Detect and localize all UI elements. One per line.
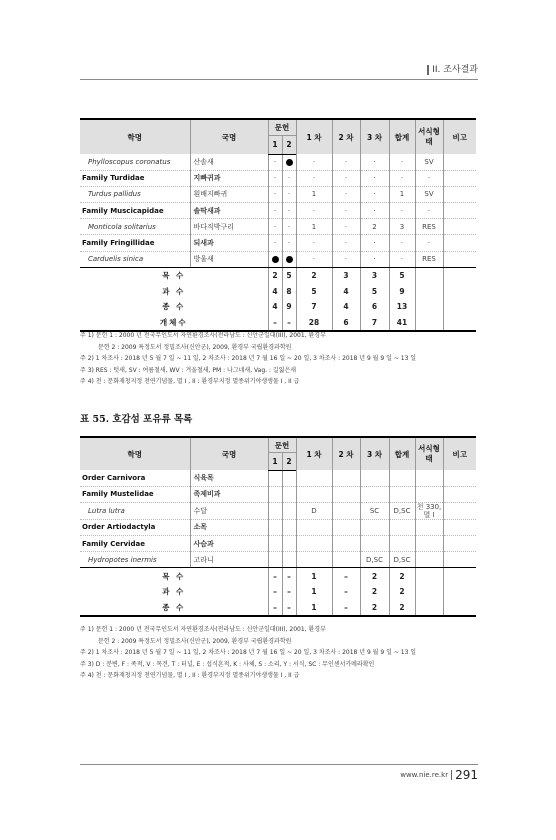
summary-label: 개체수 <box>80 314 268 331</box>
col-sci: 학명 <box>80 437 190 470</box>
cell-s1: D <box>296 502 332 519</box>
summary-status <box>415 314 443 331</box>
record-dot-icon <box>286 159 293 166</box>
cell-total <box>389 470 415 486</box>
header-rule <box>80 79 478 80</box>
summary-s3: 6 <box>360 299 389 315</box>
literature-lit2 <box>282 154 296 170</box>
summary-note <box>443 267 476 283</box>
literature-lit1 <box>268 251 282 267</box>
cell-total: 1 <box>389 186 415 202</box>
scientific-name: Order Carnivora <box>80 470 190 486</box>
korean-name: 되새과 <box>190 235 268 251</box>
col-total: 합계 <box>389 437 415 470</box>
table-row <box>80 235 476 251</box>
bird-table-notes <box>80 330 490 388</box>
summary-total: 41 <box>389 314 415 331</box>
cell-status: SV <box>415 154 443 170</box>
cell-note <box>443 170 476 186</box>
col-total: 합계 <box>389 119 415 154</box>
mammal-table-notes <box>80 624 490 682</box>
col-kor: 국명 <box>190 437 268 470</box>
summary-lit1: – <box>268 584 282 600</box>
cell-s1: · <box>296 251 332 267</box>
literature-lit1 <box>268 486 282 502</box>
col-lit: 문헌 <box>268 119 296 136</box>
tab-bar <box>427 65 429 75</box>
note-line: 주 1) 문헌 1 : 2000 년 전국무인도서 자연환경조사(전라남도 : 신안군일대(III), 2001, 환경부 <box>80 626 326 633</box>
summary-s1: 7 <box>296 299 332 315</box>
section-tab <box>416 62 478 79</box>
cell-total: D,SC <box>389 502 415 519</box>
literature-lit2 <box>282 536 296 552</box>
scientific-name: Family Turdidae <box>80 170 190 186</box>
summary-label: 과 수 <box>162 587 186 597</box>
summary-total: 9 <box>389 283 415 299</box>
note-line: 문헌 2 : 2009 특정도서 정밀조사(신안군), 2009, 환경부 국립환경과학원 <box>98 343 292 351</box>
summary-total: 13 <box>389 299 415 315</box>
cell-total <box>389 519 415 535</box>
summary-status <box>415 299 443 315</box>
cell-note <box>443 186 476 202</box>
cell-total <box>389 536 415 552</box>
summary-row <box>80 568 476 584</box>
literature-lit2: · <box>282 186 296 202</box>
korean-name: 사슴과 <box>190 536 268 552</box>
col-lit2: 2 <box>282 453 296 471</box>
col-kor: 국명 <box>190 119 268 154</box>
cell-s3: D,SC <box>360 552 389 568</box>
literature-lit2: · <box>282 235 296 251</box>
summary-s2: – <box>332 599 360 616</box>
cell-s3: · <box>360 186 389 202</box>
cell-s1 <box>296 470 332 486</box>
summary-s3: 2 <box>360 599 389 616</box>
col-s2: 2 차 <box>332 119 360 154</box>
note-line: 주 3) D : 분변, F : 족적, V : 목견, T : 터널, E : 섭식흔적, K : 사체, S : 소리, Y : 서식, SC : 무인센서카메라확인 <box>80 660 375 668</box>
scientific-name: Family Mustelidae <box>80 486 190 502</box>
literature-lit1 <box>268 502 282 519</box>
table-row <box>80 470 476 486</box>
cell-s2: · <box>332 235 360 251</box>
table-row <box>80 186 476 202</box>
cell-s2 <box>332 552 360 568</box>
cell-s2 <box>332 536 360 552</box>
summary-total: 2 <box>389 599 415 616</box>
summary-lit1: – <box>268 568 282 584</box>
note-line: 주 4) 천 : 문화재청지정 천연기념물, 멸 I , II : 환경부지정 멸종위기야생생물 I , II 급 <box>80 672 300 679</box>
col-s3: 3 차 <box>360 119 389 154</box>
table-row <box>80 219 476 235</box>
summary-total: 2 <box>389 584 415 600</box>
summary-status <box>415 267 443 283</box>
summary-status <box>415 568 443 584</box>
cell-s2: · <box>332 219 360 235</box>
literature-lit1 <box>268 552 282 568</box>
record-dot-icon <box>272 256 279 263</box>
cell-status: RES <box>415 219 443 235</box>
scientific-name: Family Cervidae <box>80 536 190 552</box>
summary-s1: 1 <box>296 599 332 616</box>
note-line: 주 2) 1 차조사 : 2018 년 5 월 7 일 ~ 11 일, 2 차조사 : 2018 년 7 월 16 일 ~ 20 일, 3 차조사 : 2018 년 9 월 9 일 ~ 13 일 <box>80 355 417 362</box>
mammal-table <box>80 436 476 617</box>
summary-lit2: – <box>282 568 296 584</box>
summary-lit1: 4 <box>268 299 282 315</box>
cell-note <box>443 502 476 519</box>
summary-s2: 4 <box>332 299 360 315</box>
cell-note <box>443 235 476 251</box>
cell-s1: · <box>296 235 332 251</box>
cell-s1: · <box>296 154 332 170</box>
cell-status: SV <box>415 186 443 202</box>
cell-status <box>415 536 443 552</box>
summary-note <box>443 584 476 600</box>
summary-s2: – <box>332 584 360 600</box>
cell-total: · <box>389 251 415 267</box>
footer <box>350 768 478 782</box>
summary-row <box>80 283 476 299</box>
summary-row <box>80 299 476 315</box>
cell-s3 <box>360 470 389 486</box>
cell-note <box>443 552 476 568</box>
summary-total: 2 <box>389 568 415 584</box>
summary-row <box>80 314 476 331</box>
scientific-name: Carduelis sinica <box>80 251 190 267</box>
literature-lit1 <box>268 519 282 535</box>
korean-name: 족제비과 <box>190 486 268 502</box>
table-row <box>80 486 476 502</box>
scientific-name: Lutra lutra <box>80 502 190 519</box>
summary-status <box>415 599 443 616</box>
summary-note <box>443 314 476 331</box>
col-lit1: 1 <box>268 453 282 471</box>
scientific-name: Hydropotes inermis <box>80 552 190 568</box>
summary-status <box>415 283 443 299</box>
cell-total: D,SC <box>389 552 415 568</box>
col-status <box>415 437 443 470</box>
literature-lit1: · <box>268 186 282 202</box>
cell-note <box>443 470 476 486</box>
col-status-text: 서식형태 <box>418 444 440 463</box>
bird-table <box>80 118 476 332</box>
cell-status: · <box>415 203 443 219</box>
cell-note <box>443 219 476 235</box>
literature-lit2: · <box>282 170 296 186</box>
cell-status <box>415 519 443 535</box>
note-line: 주 1) 문헌 1 : 2000 년 전국무인도서 자연환경조사(전라남도 : 신안군일대(III), 2001, 환경부 <box>80 332 326 339</box>
summary-row <box>80 584 476 600</box>
literature-lit2: · <box>282 203 296 219</box>
literature-lit1: · <box>268 154 282 170</box>
col-s3: 3 차 <box>360 437 389 470</box>
korean-name: 지빠귀과 <box>190 170 268 186</box>
cell-s2: · <box>332 170 360 186</box>
summary-label: 종 수 <box>80 599 268 616</box>
summary-lit2: – <box>282 314 296 331</box>
table-row <box>80 154 476 170</box>
note-line: 주 4) 천 : 문화재청지정 천연기념물, 멸 I , II : 환경부지정 멸종위기야생생물 I , II 급 <box>80 378 300 385</box>
summary-s1: 1 <box>296 568 332 584</box>
literature-lit2 <box>282 470 296 486</box>
literature-lit1: · <box>268 235 282 251</box>
cell-note <box>443 154 476 170</box>
cell-s3: · <box>360 251 389 267</box>
summary-lit2: 8 <box>282 283 296 299</box>
cell-s1: 1 <box>296 186 332 202</box>
cell-s1 <box>296 536 332 552</box>
cell-total: · <box>389 235 415 251</box>
cell-status: 천 330, 멸 I <box>416 502 442 519</box>
cell-note <box>443 536 476 552</box>
cell-total: · <box>389 203 415 219</box>
col-note: 비고 <box>443 437 476 470</box>
cell-s2 <box>332 519 360 535</box>
summary-label: 목 수 <box>162 271 186 281</box>
cell-note <box>443 251 476 267</box>
cell-s3 <box>360 519 389 535</box>
col-s2: 2 차 <box>332 437 360 470</box>
summary-label: 과 수 <box>162 286 186 296</box>
cell-note <box>443 203 476 219</box>
cell-s3 <box>360 536 389 552</box>
cell-status <box>415 552 443 568</box>
footer-url: www.nie.re.kr <box>400 771 449 779</box>
cell-s3 <box>360 486 389 502</box>
footer-rule <box>80 764 478 765</box>
cell-note <box>443 486 476 502</box>
summary-s2: – <box>332 568 360 584</box>
cell-s3: · <box>360 235 389 251</box>
cell-s3: · <box>360 170 389 186</box>
scientific-name: Family Fringillidae <box>80 235 190 251</box>
literature-lit1: · <box>268 203 282 219</box>
table-row <box>80 536 476 552</box>
table-row <box>80 519 476 535</box>
cell-s3: 2 <box>360 219 389 235</box>
summary-note <box>443 568 476 584</box>
korean-name: 식육목 <box>190 470 268 486</box>
col-status <box>415 119 443 154</box>
mammal-table-body <box>80 470 476 616</box>
korean-name: 방울새 <box>190 251 268 267</box>
cell-s2: · <box>332 186 360 202</box>
cell-s2 <box>332 486 360 502</box>
table-row <box>80 170 476 186</box>
col-note: 비고 <box>443 119 476 154</box>
cell-note <box>443 519 476 535</box>
bird-table-body <box>80 154 476 331</box>
korean-name: 솔딱새과 <box>190 203 268 219</box>
literature-lit1 <box>268 536 282 552</box>
cell-s3: · <box>360 154 389 170</box>
summary-lit2: 9 <box>282 299 296 315</box>
literature-lit1: · <box>268 219 282 235</box>
summary-s1: 28 <box>296 314 332 331</box>
cell-total: · <box>389 170 415 186</box>
summary-lit1: 2 <box>268 267 282 283</box>
cell-status: · <box>415 235 443 251</box>
scientific-name: Monticola solitarius <box>80 219 190 235</box>
table-row <box>80 502 476 519</box>
col-lit2: 2 <box>282 136 296 155</box>
korean-name: 고라니 <box>190 552 268 568</box>
scientific-name: Family Muscicapidae <box>80 203 190 219</box>
korean-name: 수달 <box>190 502 268 519</box>
summary-s3: 2 <box>360 584 389 600</box>
summary-row <box>80 267 476 283</box>
literature-lit1: · <box>268 170 282 186</box>
literature-lit2 <box>282 552 296 568</box>
table-row <box>80 552 476 568</box>
summary-note <box>443 599 476 616</box>
summary-lit2: – <box>282 599 296 616</box>
cell-s3: SC <box>360 502 389 519</box>
cell-s1 <box>296 486 332 502</box>
cell-s3: · <box>360 203 389 219</box>
summary-s2: 3 <box>332 267 360 283</box>
cell-status: RES <box>415 251 443 267</box>
literature-lit2: · <box>282 219 296 235</box>
table-row <box>80 251 476 267</box>
korean-name: 소목 <box>190 519 268 535</box>
scientific-name: Turdus pallidus <box>80 186 190 202</box>
page-number: 291 <box>455 768 478 782</box>
cell-s1: · <box>296 170 332 186</box>
col-lit1: 1 <box>268 136 282 155</box>
korean-name: 흰배지빠귀 <box>190 186 268 202</box>
literature-lit2 <box>282 502 296 519</box>
summary-s1: 5 <box>296 283 332 299</box>
cell-s1 <box>296 519 332 535</box>
summary-label: 종 수 <box>162 302 186 312</box>
summary-s3: 3 <box>360 267 389 283</box>
korean-name: 바다직박구리 <box>190 219 268 235</box>
summary-s2: 6 <box>332 314 360 331</box>
note-line: 주 3) RES : 텃새, SV : 여름철새, WV : 겨울철새, PM : 나그네새, Vag. : 길잃은새 <box>80 366 297 374</box>
table-row <box>80 203 476 219</box>
summary-note <box>443 283 476 299</box>
col-status-text: 서식형태 <box>418 127 440 146</box>
summary-label: 목 수 <box>162 571 186 581</box>
summary-status <box>415 584 443 600</box>
literature-lit2 <box>282 251 296 267</box>
note-line: 주 2) 1 차조사 : 2018 년 5 월 7 일 ~ 11 일, 2 차조사 : 2018 년 7 월 16 일 ~ 20 일, 3 차조사 : 2018 년 9 월 9 일 ~ 13 일 <box>80 649 417 656</box>
cell-s2 <box>332 470 360 486</box>
scientific-name: Order Artiodactyla <box>80 519 190 535</box>
footer-bar <box>451 770 452 780</box>
korean-name: 산솔새 <box>190 154 268 170</box>
cell-status <box>415 486 443 502</box>
summary-row <box>80 599 476 616</box>
cell-s1: · <box>296 203 332 219</box>
scientific-name: Phylloscopus coronatus <box>80 154 190 170</box>
summary-total: 5 <box>389 267 415 283</box>
col-s1: 1 차 <box>296 437 332 470</box>
cell-status <box>415 470 443 486</box>
col-s1: 1 차 <box>296 119 332 154</box>
summary-lit2: – <box>282 584 296 600</box>
literature-lit2 <box>282 519 296 535</box>
summary-lit1: 4 <box>268 283 282 299</box>
col-sci: 학명 <box>80 119 190 154</box>
literature-lit2 <box>282 486 296 502</box>
cell-status: · <box>415 170 443 186</box>
cell-total: 3 <box>389 219 415 235</box>
cell-total <box>389 486 415 502</box>
summary-note <box>443 299 476 315</box>
cell-s2: · <box>332 154 360 170</box>
mammal-table-caption: 표 55. 호감섬 포유류 목록 <box>80 414 193 425</box>
section-title: II. 조사결과 <box>432 65 478 75</box>
summary-s2: 4 <box>332 283 360 299</box>
note-line: 문헌 2 : 2009 특정도서 정밀조사(신안군), 2009, 환경부 국립환경과학원 <box>98 637 292 645</box>
col-lit: 문헌 <box>268 437 296 453</box>
literature-lit1 <box>268 470 282 486</box>
cell-total: · <box>389 154 415 170</box>
record-dot-icon <box>286 256 293 263</box>
summary-s3: 5 <box>360 283 389 299</box>
cell-s2: · <box>332 203 360 219</box>
summary-lit1: – <box>268 599 282 616</box>
cell-s1 <box>296 552 332 568</box>
cell-s2: · <box>332 251 360 267</box>
summary-s1: 1 <box>296 584 332 600</box>
summary-s1: 2 <box>296 267 332 283</box>
cell-s2 <box>332 502 360 519</box>
summary-s3: 2 <box>360 568 389 584</box>
summary-lit2: 5 <box>282 267 296 283</box>
summary-s3: 7 <box>360 314 389 331</box>
summary-lit1: – <box>268 314 282 331</box>
cell-s1: 1 <box>296 219 332 235</box>
